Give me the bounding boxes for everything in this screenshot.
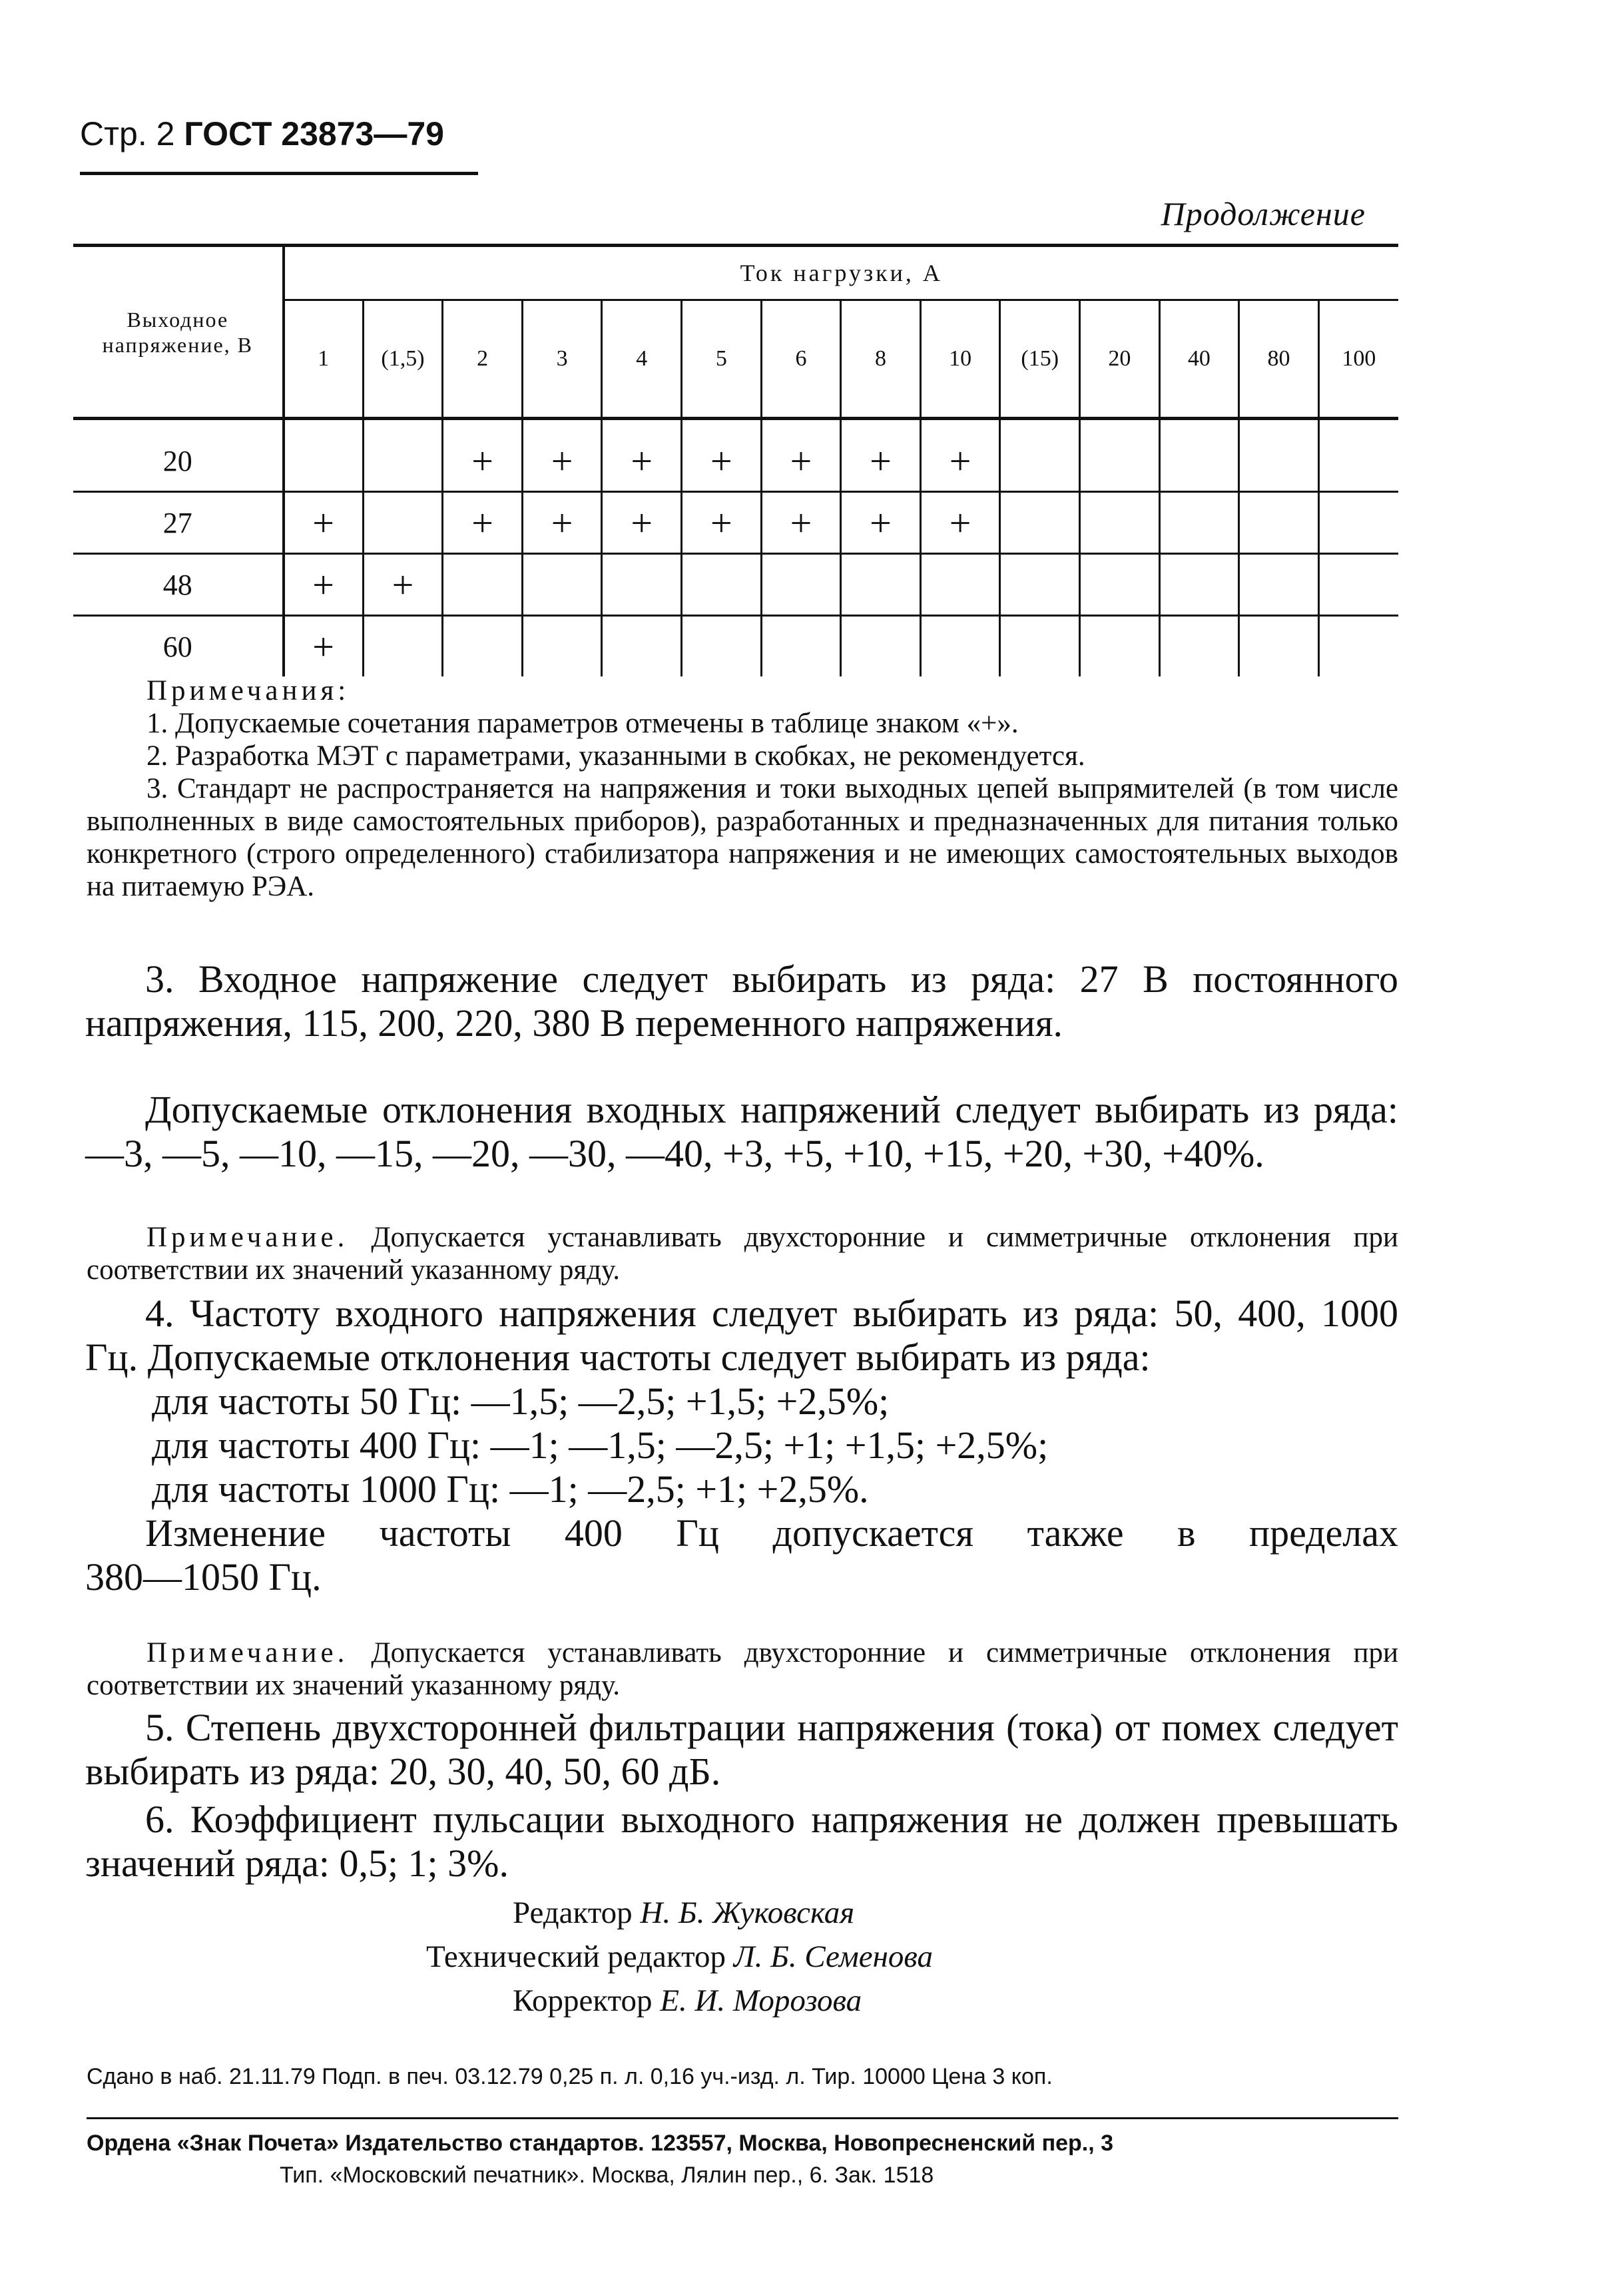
tech-editor-name: Л. Б. Семенова — [733, 1939, 933, 1974]
note-text: Допускается устанавливать двухсторонние и симметричные отклонения при соответствии их значений указанному ряду. — [87, 1222, 1398, 1286]
column-header: 6 — [761, 300, 841, 419]
table-cell — [920, 554, 1000, 616]
table-row — [73, 431, 1398, 492]
spacer-cell — [1159, 419, 1239, 431]
header-rule — [80, 172, 478, 175]
spacer-cell — [363, 419, 443, 431]
editor-name: Н. Б. Жуковская — [640, 1896, 855, 1930]
imprint-line-3: Тип. «Московский печатник». Москва, Лялин пер., 6. Зак. 1518 — [280, 2162, 934, 2188]
table-cell: + — [522, 431, 602, 492]
table-cell — [1318, 554, 1398, 616]
column-header: 10 — [920, 300, 1000, 419]
table-cell — [1000, 492, 1080, 554]
table-cell — [920, 616, 1000, 677]
column-header: 40 — [1159, 300, 1239, 419]
table-cell — [841, 554, 921, 616]
spacer-row — [73, 419, 1398, 431]
corrector-role: Корректор — [513, 1983, 653, 2018]
paragraph-6 — [85, 1798, 1398, 1886]
table-body — [73, 419, 1398, 677]
paragraph-3 — [85, 957, 1398, 1045]
table-cell — [1000, 616, 1080, 677]
spacer-cell — [1318, 419, 1398, 431]
table-cell: + — [363, 554, 443, 616]
table-cell — [761, 616, 841, 677]
table-cell — [522, 554, 602, 616]
spacer-cell — [73, 419, 284, 431]
column-header: (1,5) — [363, 300, 443, 419]
frequency-400: для частоты 400 Гц: —1; —1,5; —2,5; +1; +1,5; +2,5%; — [152, 1423, 1049, 1467]
table-cell — [443, 616, 523, 677]
table-cell: + — [761, 492, 841, 554]
editor-role: Редактор — [513, 1896, 633, 1930]
notes-block — [87, 674, 1398, 903]
table-cell — [1159, 616, 1239, 677]
editor-line — [513, 1891, 854, 1935]
column-header: 8 — [841, 300, 921, 419]
table-cell — [1159, 492, 1239, 554]
spacer-cell — [761, 419, 841, 431]
note-item: 1. Допускаемые сочетания параметров отмечены в таблице знаком «+». — [146, 708, 1019, 739]
row-label: 20 — [73, 431, 284, 492]
note-text: Допускается устанавливать двухсторонние и симметричные отклонения при соответствии их значений указанному ряду. — [87, 1637, 1398, 1701]
table-cell: + — [761, 431, 841, 492]
table-cell: + — [284, 554, 364, 616]
table-cell: + — [920, 431, 1000, 492]
table-cell — [1080, 554, 1160, 616]
table-cell — [363, 431, 443, 492]
table-cell — [1318, 616, 1398, 677]
frequency-50: для частоты 50 Гц: —1,5; —2,5; +1,5; +2,5%; — [152, 1380, 890, 1423]
table-cell — [602, 616, 682, 677]
spacer-cell — [841, 419, 921, 431]
table-row — [73, 554, 1398, 616]
tech-editor-role: Технический редактор — [426, 1939, 726, 1974]
spacer-cell — [1239, 419, 1319, 431]
table-cell: + — [522, 492, 602, 554]
paragraph-frequency: 4. Частоту входного напряжения следует выбирать из ряда: 50, 400, 1000 Гц. Допускаемые отклонения частоты следует выбирать из ряда: — [85, 1292, 1398, 1379]
table-cell: + — [841, 492, 921, 554]
column-header: 3 — [522, 300, 602, 419]
column-header: (15) — [1000, 300, 1080, 419]
table-cell — [1159, 431, 1239, 492]
paragraph-voltage-deviations: Допускаемые отклонения входных напряжений следует выбирать из ряда: —3, —5, —10, —15, —20, —30, —40, +3, +5, +10, +15, +20, +30, +40%. — [85, 1088, 1398, 1175]
note-1 — [87, 1221, 1398, 1286]
note-label: Примечание. — [146, 1222, 349, 1253]
column-header: 100 — [1318, 300, 1398, 419]
table-cell — [363, 616, 443, 677]
row-label: 60 — [162, 630, 192, 663]
table-cell — [1239, 554, 1319, 616]
table-cell: + — [284, 616, 364, 677]
column-header: 5 — [682, 300, 762, 419]
notes-title: Примечания: — [146, 675, 350, 706]
gost-designation: ГОСТ 23873—79 — [184, 115, 444, 152]
table-cell — [522, 616, 602, 677]
row-header-label: Выходное напряжение, В — [102, 307, 253, 357]
table-cell — [1239, 492, 1319, 554]
table-cell — [682, 554, 762, 616]
table-cell: + — [443, 431, 523, 492]
paragraph-4 — [85, 1292, 1398, 1599]
column-header: 1 — [284, 300, 364, 419]
table-cell: + — [602, 492, 682, 554]
note-2 — [87, 1637, 1398, 1702]
spacer-cell — [602, 419, 682, 431]
table-row — [73, 492, 1398, 554]
page-header — [80, 115, 479, 153]
spacer-cell — [284, 419, 364, 431]
table-cell — [1318, 431, 1398, 492]
table-cell — [443, 554, 523, 616]
table-cell — [1318, 492, 1398, 554]
table-cell — [284, 431, 364, 492]
table-cell: + — [841, 431, 921, 492]
table-cell — [1159, 554, 1239, 616]
paragraph-filtering: 5. Степень двухсторонней фильтрации напряжения (тока) от помех следует выбирать из ряда: 20, 30, 40, 50, 60 дБ. — [85, 1706, 1398, 1793]
paragraph-5 — [85, 1706, 1398, 1794]
note-label: Примечание. — [146, 1637, 349, 1668]
spacer-cell — [1080, 419, 1160, 431]
column-header: 20 — [1080, 300, 1160, 419]
row-label: 48 — [73, 554, 284, 616]
paragraph-ripple: 6. Коэффициент пульсации выходного напряжения не должен превышать значений ряда: 0,5; 1; 3%. — [85, 1798, 1398, 1885]
frequency-1000: для частоты 1000 Гц: —1; —2,5; +1; +2,5%. — [152, 1467, 869, 1511]
imprint-line-1: Сдано в наб. 21.11.79 Подп. в печ. 03.12.79 0,25 п. л. 0,16 уч.-изд. л. Тир. 10000 Цена 3 коп. — [87, 2064, 1053, 2089]
column-header: 2 — [443, 300, 523, 419]
row-header-cell — [73, 246, 284, 419]
table-row — [73, 616, 1398, 677]
imprint-rule — [87, 2117, 1398, 2119]
current-voltage-table — [73, 244, 1398, 676]
paragraph-3b — [85, 1088, 1398, 1176]
spacer-cell — [443, 419, 523, 431]
note-item: 2. Разработка МЭТ с параметрами, указанными в скобках, не рекомендуется. — [146, 740, 1085, 772]
table-cell: + — [920, 492, 1000, 554]
spacer-cell — [1000, 419, 1080, 431]
spacer-cell — [682, 419, 762, 431]
note-item: 3. Стандарт не распространяется на напряжения и токи выходных цепей выпрямителей (в том числе выполненных в виде самостоятельных приборов), разработанных и предназначенных для питания только конкретного (строго определенного) стабилизатора напряжения и не имеющих самостоятельных выходов на питаемую РЭА. — [87, 773, 1398, 902]
frequency-range-line1: Изменение частоты 400 Гц допускается также в пределах — [145, 1511, 1398, 1555]
table-cell — [1080, 431, 1160, 492]
table-cell: + — [602, 431, 682, 492]
table-cell: + — [284, 492, 364, 554]
spacer-cell — [522, 419, 602, 431]
table-cell — [1000, 554, 1080, 616]
continuation-label: Продолжение — [1161, 195, 1366, 232]
span-header: Ток нагрузки, А — [284, 246, 1398, 300]
corrector-line — [513, 1979, 862, 2023]
table-cell — [363, 492, 443, 554]
table-cell — [1239, 616, 1319, 677]
column-header: 80 — [1239, 300, 1319, 419]
paragraph-input-voltage: 3. Входное напряжение следует выбирать из ряда: 27 В постоянного напряжения, 115, 200, 220, 380 В переменного напряжения. — [85, 957, 1398, 1045]
tech-editor-line — [426, 1935, 933, 1979]
corrector-name: Е. И. Морозова — [660, 1983, 862, 2018]
table-cell — [602, 554, 682, 616]
imprint-line-2: Ордена «Знак Почета» Издательство стандартов. 123557, Москва, Новопресненский пер., 3 — [87, 2131, 1114, 2156]
table-cell — [1000, 431, 1080, 492]
table-cell — [841, 616, 921, 677]
table-cell — [1080, 616, 1160, 677]
table-cell — [1080, 492, 1160, 554]
table-cell — [1239, 431, 1319, 492]
row-label: 27 — [73, 492, 284, 554]
frequency-range-line2: 380—1050 Гц. — [85, 1555, 322, 1599]
table-cell — [761, 554, 841, 616]
table-cell — [682, 616, 762, 677]
spacer-cell — [920, 419, 1000, 431]
table-cell: + — [682, 431, 762, 492]
column-header: 4 — [602, 300, 682, 419]
table-cell: + — [443, 492, 523, 554]
table-cell: + — [682, 492, 762, 554]
page-number: Стр. 2 — [80, 115, 175, 152]
